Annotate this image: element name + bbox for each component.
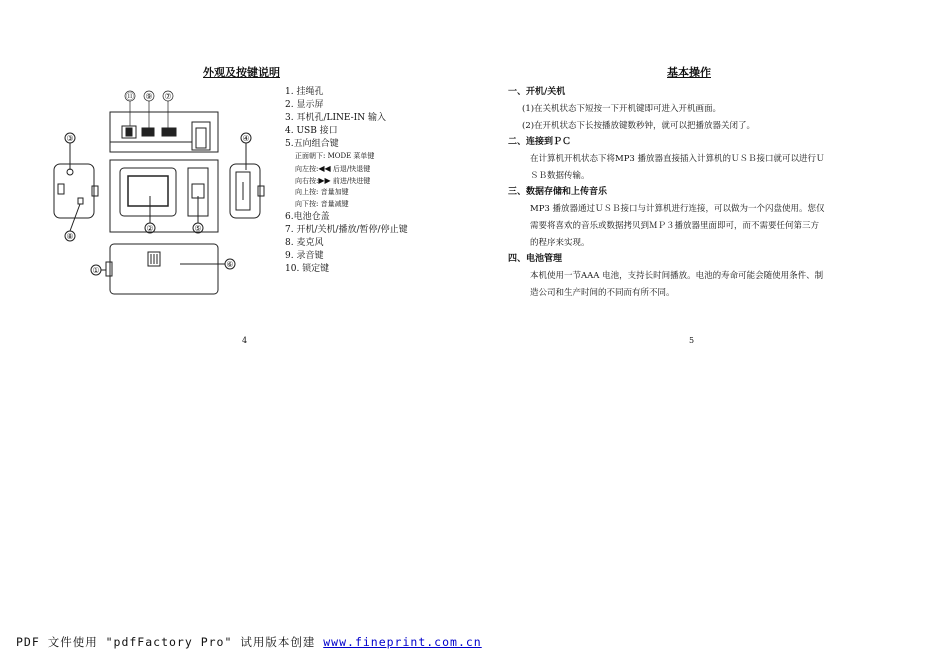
list-item: 7. 开机/关机/播放/暂停/停止键 <box>285 225 408 235</box>
list-item: 9. 录音键 <box>285 251 324 261</box>
list-item: 10. 锁定键 <box>285 264 330 274</box>
footer-text: PDF 文件使用 "pdfFactory Pro" 试用版本创建 <box>16 635 324 649</box>
callout-2: ② <box>146 224 154 233</box>
section-heading: 四、电池管理 <box>508 254 563 264</box>
callout-4: ④ <box>242 134 250 143</box>
sub-item-prefix: 向左按: <box>295 165 319 173</box>
section-line: 需要将喜欢的音乐或数据拷贝到ＭＰ３播放器里面即可，而不需要任何第三方 <box>530 221 820 231</box>
callout-5: ⑤ <box>194 224 202 233</box>
section-line: 的程序来实现。 <box>530 238 590 248</box>
list-item: 5.五向组合键 <box>285 139 339 149</box>
section-line: (2)在开机状态下长按播放键数秒钟，就可以把播放器关闭了。 <box>522 121 756 131</box>
device-front-view <box>110 160 218 233</box>
device-right-side-view <box>230 133 264 218</box>
next-track-icon: ▶▶ <box>318 176 331 185</box>
sub-item-prefix: 向右按: <box>295 177 319 185</box>
device-left-side-view <box>54 133 98 241</box>
callout-11: ⑪ <box>126 92 134 101</box>
device-back-view <box>91 244 235 294</box>
section-line: 本机使用一节AAA 电池，支持长时间播放。电池的寿命可能会随使用条件、制 <box>530 271 824 281</box>
prev-track-icon: ◀◀ <box>318 164 331 173</box>
sub-item: 正面朝下: MODE 菜单键 <box>295 152 375 160</box>
pdf-footer <box>16 634 482 650</box>
section-line: 造公司和生产时间的不同而有所不同。 <box>530 288 675 298</box>
callout-9: ⑨ <box>145 92 153 101</box>
section-line: MP3 播放器通过ＵＳＢ接口与计算机进行连接，可以做为一个闪盘使用。您仅 <box>530 204 825 214</box>
callout-8: ⑧ <box>66 232 74 241</box>
sub-item: 向下按: 音量减键 <box>295 200 349 208</box>
device-top-view <box>110 112 218 152</box>
section-battery <box>508 251 888 302</box>
section-connect-pc <box>508 134 888 185</box>
section-heading: 二、连接到ＰＣ <box>508 137 572 147</box>
sub-item: 向上按: 音量加键 <box>295 188 349 196</box>
section-heading: 三、数据存储和上传音乐 <box>508 187 608 197</box>
callout-3: ③ <box>66 134 74 143</box>
left-page-title: 外观及按键说明 <box>203 66 280 79</box>
list-item: 4. USB 接口 <box>285 126 338 136</box>
section-power <box>508 84 888 135</box>
device-diagram <box>50 86 280 308</box>
sub-item <box>285 165 408 177</box>
list-item: 1. 挂绳孔 <box>285 87 324 97</box>
section-storage <box>508 184 888 252</box>
section-line: ＳＢ数据传输。 <box>530 171 590 181</box>
callout-6: ⑥ <box>226 260 234 269</box>
section-line: 在计算机开机状态下将MP3 播放器直接插入计算机的ＵＳＢ接口就可以进行Ｕ <box>530 154 825 164</box>
page-number: 5 <box>689 336 695 345</box>
list-item: 3. 耳机孔/LINE-IN 输入 <box>285 113 386 123</box>
right-page-title: 基本操作 <box>667 66 711 79</box>
callout-1: ① <box>92 266 100 275</box>
button-description-list <box>285 88 408 278</box>
page-number: 4 <box>242 336 248 345</box>
list-item: 6.电池仓盖 <box>285 212 330 222</box>
section-line: (1)在关机状态下短按一下开机键即可进入开机画面。 <box>522 104 722 114</box>
sub-item-suffix: 后退/快退键 <box>330 165 371 173</box>
sub-item-suffix: 前进/快进键 <box>330 177 371 185</box>
list-item: 2. 显示屏 <box>285 100 324 110</box>
left-page <box>0 0 467 662</box>
list-item: 8. 麦克风 <box>285 238 324 248</box>
footer-link[interactable]: www.fineprint.com.cn <box>323 635 482 649</box>
section-heading: 一、开机/关机 <box>508 87 566 97</box>
callout-7: ⑦ <box>164 92 172 101</box>
